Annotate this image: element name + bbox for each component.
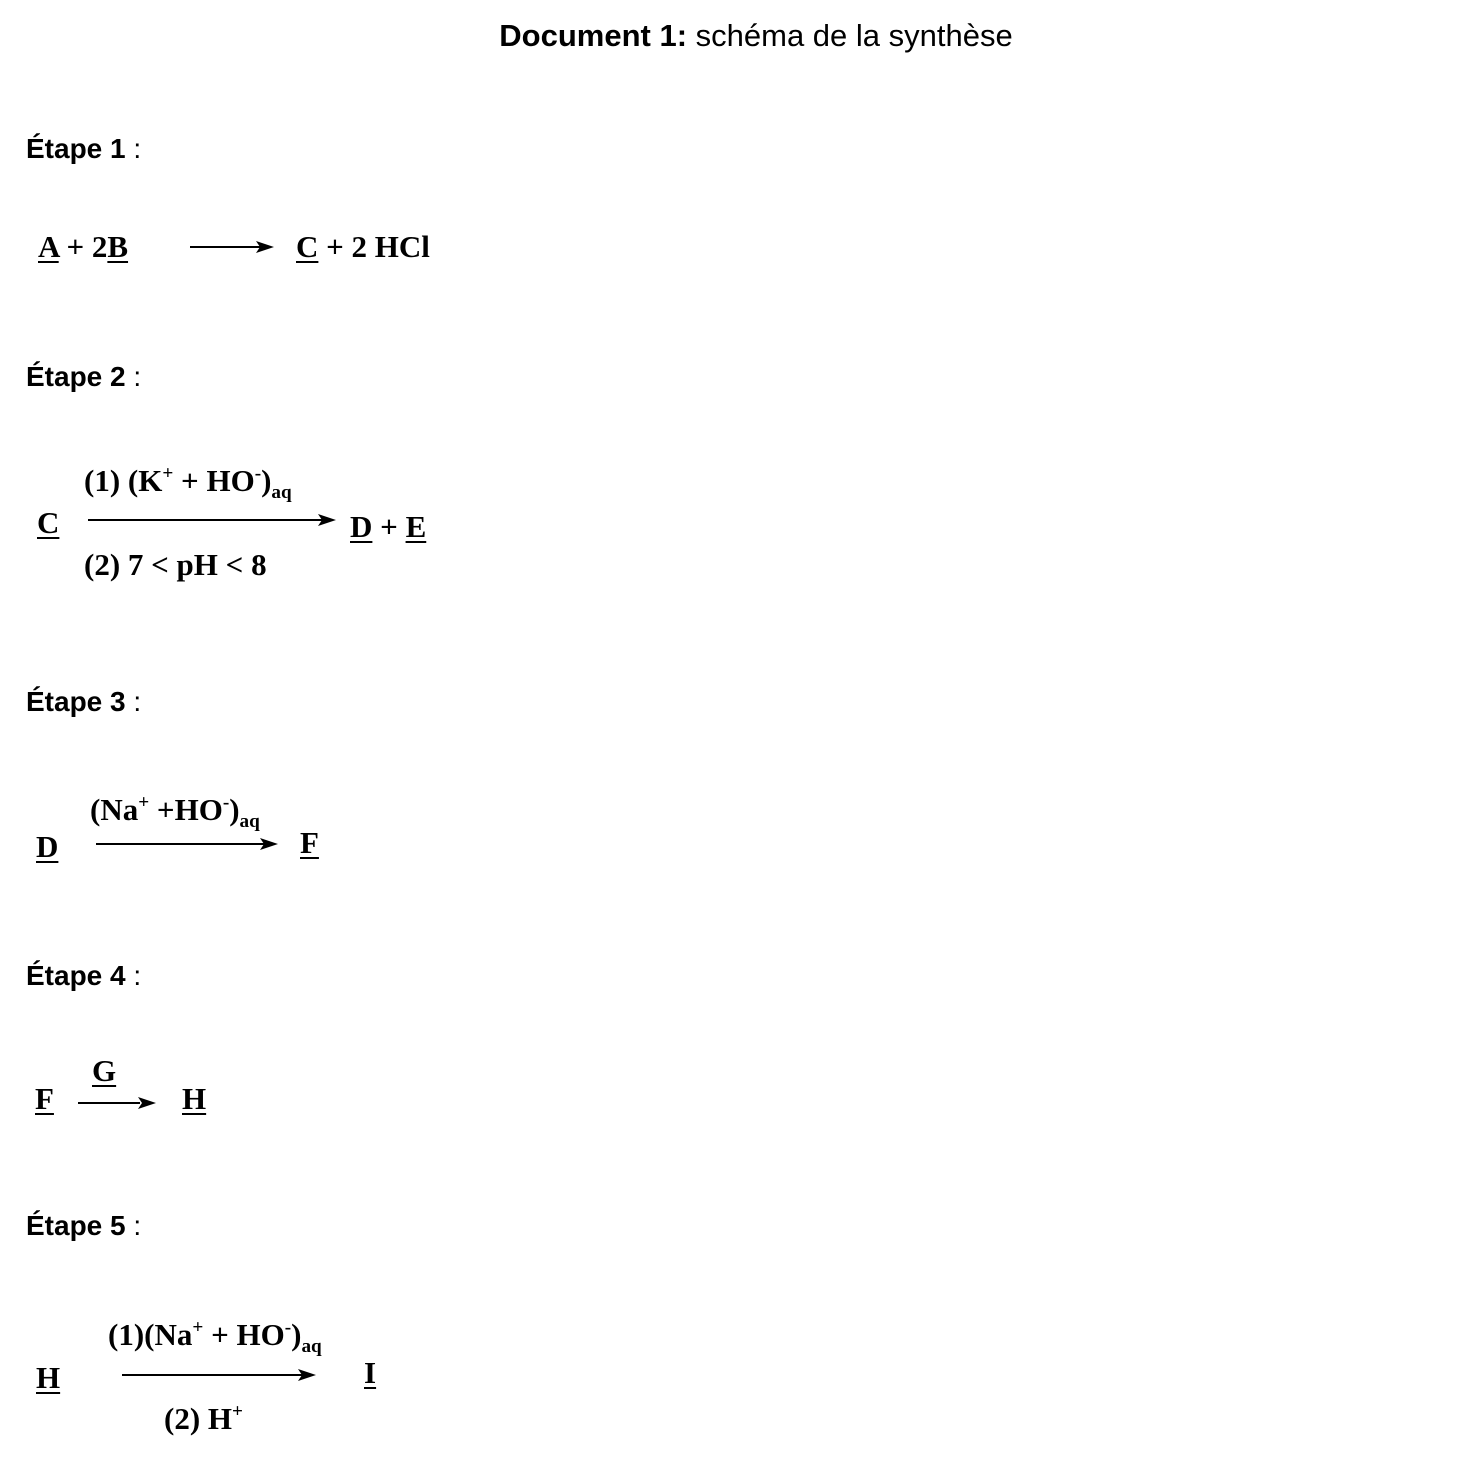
eq5-cond1-charge-na: + bbox=[192, 1316, 204, 1338]
eq5-condition-1 bbox=[108, 1316, 322, 1357]
eq2-plus: + bbox=[372, 509, 406, 544]
step-2-heading: Étape 2 bbox=[26, 361, 126, 392]
eq2-cond1-aq: aq bbox=[271, 481, 292, 503]
eq3-condition bbox=[90, 791, 260, 832]
eq3-species-f: F bbox=[300, 825, 319, 860]
step-4-label bbox=[26, 960, 141, 992]
eq1-species-b: B bbox=[107, 229, 129, 264]
document-title-number: Document 1: bbox=[499, 18, 688, 53]
eq2-species-e: E bbox=[405, 509, 427, 544]
step-2-colon: : bbox=[125, 361, 142, 392]
eq3-reactant bbox=[36, 830, 58, 864]
document-title bbox=[0, 18, 1482, 54]
step-1-heading: Étape 1 bbox=[26, 133, 126, 164]
eq2-arrow bbox=[88, 513, 340, 527]
eq1-species-c: C bbox=[296, 229, 319, 264]
eq5-species-h: H bbox=[36, 1360, 61, 1395]
eq1-reactants bbox=[38, 230, 128, 264]
eq1-arrow bbox=[190, 240, 280, 254]
eq4-arrow bbox=[78, 1096, 160, 1110]
eq3-cond-part-b: +HO bbox=[149, 792, 223, 827]
step-5-label bbox=[26, 1210, 141, 1242]
eq5-reactant bbox=[36, 1361, 60, 1395]
eq2-cond1-charge-ho: - bbox=[254, 462, 262, 484]
step-5-heading: Étape 5 bbox=[26, 1210, 126, 1241]
eq4-species-g: G bbox=[92, 1053, 117, 1088]
eq2-cond1-part-b: + HO bbox=[173, 463, 255, 498]
step-1-colon: : bbox=[125, 133, 142, 164]
step-4-heading: Étape 4 bbox=[26, 960, 126, 991]
step-1-label bbox=[26, 133, 141, 165]
eq3-species-d: D bbox=[36, 829, 59, 864]
eq5-cond2-text: (2) H bbox=[164, 1401, 233, 1436]
eq2-species-d: D bbox=[350, 509, 373, 544]
eq2-condition-2: (2) 7 < pH < 8 bbox=[84, 547, 267, 582]
eq5-condition-2 bbox=[164, 1402, 243, 1436]
eq1-hcl: + 2 HCl bbox=[318, 229, 430, 264]
eq4-reagent bbox=[92, 1054, 116, 1088]
eq5-cond1-part-c: ) bbox=[291, 1317, 302, 1352]
eq2-cond1-part-c: ) bbox=[261, 463, 272, 498]
step-4-colon: : bbox=[125, 960, 142, 991]
eq3-product bbox=[300, 826, 319, 860]
eq4-reactant bbox=[35, 1082, 54, 1116]
document-title-text: schéma de la synthèse bbox=[687, 18, 1013, 53]
eq5-cond1-charge-ho: - bbox=[284, 1316, 292, 1338]
eq3-cond-part-c: ) bbox=[229, 792, 240, 827]
eq5-cond1-aq: aq bbox=[301, 1335, 322, 1357]
eq2-cond1-charge-k: + bbox=[162, 462, 174, 484]
eq2-species-c: C bbox=[37, 505, 60, 540]
eq5-species-i: I bbox=[364, 1355, 377, 1390]
eq4-species-f: F bbox=[35, 1081, 54, 1116]
eq3-cond-aq: aq bbox=[239, 810, 260, 832]
eq2-products bbox=[350, 510, 426, 544]
step-5-colon: : bbox=[125, 1210, 142, 1241]
eq1-plus-2: + 2 bbox=[58, 229, 108, 264]
eq4-product bbox=[182, 1082, 206, 1116]
eq5-cond2-charge: + bbox=[232, 1400, 243, 1422]
eq3-cond-part-a: (Na bbox=[90, 792, 139, 827]
step-3-heading: Étape 3 bbox=[26, 686, 126, 717]
eq5-arrow bbox=[122, 1368, 320, 1382]
eq3-cond-charge-na: + bbox=[138, 791, 150, 813]
eq1-products bbox=[296, 230, 430, 264]
step-2-label bbox=[26, 361, 141, 393]
step-3-label bbox=[26, 686, 141, 718]
eq1-species-a: A bbox=[38, 229, 59, 264]
eq3-cond-charge-ho: - bbox=[222, 791, 230, 813]
eq3-arrow bbox=[96, 837, 282, 851]
eq5-product bbox=[364, 1356, 376, 1390]
eq4-species-h: H bbox=[182, 1081, 207, 1116]
eq5-cond1-part-a: (1)(Na bbox=[108, 1317, 193, 1352]
eq2-cond1-part-a: (1) (K bbox=[84, 463, 163, 498]
eq2-condition-1 bbox=[84, 462, 292, 503]
eq5-cond1-part-b: + HO bbox=[203, 1317, 285, 1352]
eq2-reactant bbox=[37, 506, 59, 540]
step-3-colon: : bbox=[125, 686, 142, 717]
